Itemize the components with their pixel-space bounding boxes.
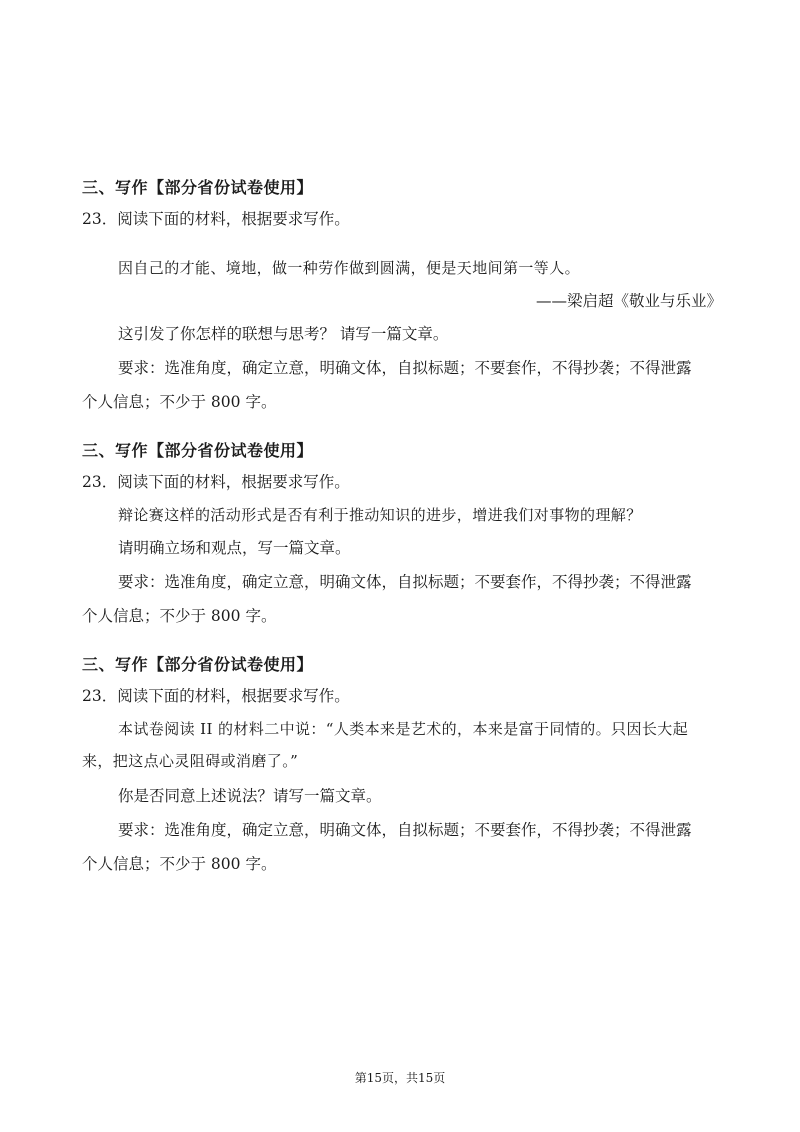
requirement-text: 要求：选准角度，确定立意，明确文体，自拟标题；不要套作，不得抄袭；不得泄露 xyxy=(118,573,692,591)
requirement-text: 要求：选准角度，确定立意，明确文体，自拟标题；不要套作，不得抄袭；不得泄露 xyxy=(118,821,692,839)
writing-prompt: 你是否同意上述说法？请写一篇文章。 xyxy=(118,787,382,805)
question-text: 23．阅读下面的材料，根据要求写作。 xyxy=(82,473,350,491)
requirement-text-cont: 个人信息；不少于 800 字。 xyxy=(82,607,277,625)
section-heading: 三、写作【部分省份试卷使用】 xyxy=(82,655,314,674)
requirement-text: 要求：选准角度，确定立意，明确文体，自拟标题；不要套作，不得抄袭；不得泄露 xyxy=(118,359,692,377)
material-quote-cont: 来，把这点心灵阻碍或消磨了。” xyxy=(82,752,299,770)
requirement-text-cont: 个人信息；不少于 800 字。 xyxy=(82,855,277,873)
section-heading: 三、写作【部分省份试卷使用】 xyxy=(82,441,314,460)
material-quote: 因自己的才能、境地，做一种劳作做到圆满，便是天地间第一等人。 xyxy=(118,259,581,277)
quote-attribution: ——梁启超《敬业与乐业》 xyxy=(536,292,723,310)
page-number-footer: 第15页，共15页 xyxy=(354,1071,446,1085)
question-text: 23．阅读下面的材料，根据要求写作。 xyxy=(82,687,350,705)
question-text: 23．阅读下面的材料，根据要求写作。 xyxy=(82,210,350,228)
writing-prompt: 请明确立场和观点，写一篇文章。 xyxy=(118,539,351,557)
material-quote: 本试卷阅读 II 的材料二中说：“人类本来是艺术的，本来是富于同情的。只因长大起 xyxy=(118,720,689,738)
requirement-text-cont: 个人信息；不少于 800 字。 xyxy=(82,393,277,411)
writing-prompt: 这引发了你怎样的联想与思考？ 请写一篇文章。 xyxy=(118,325,449,343)
section-heading: 三、写作【部分省份试卷使用】 xyxy=(82,178,314,197)
material-quote: 辩论赛这样的活动形式是否有利于推动知识的进步，增进我们对事物的理解？ xyxy=(118,506,642,524)
